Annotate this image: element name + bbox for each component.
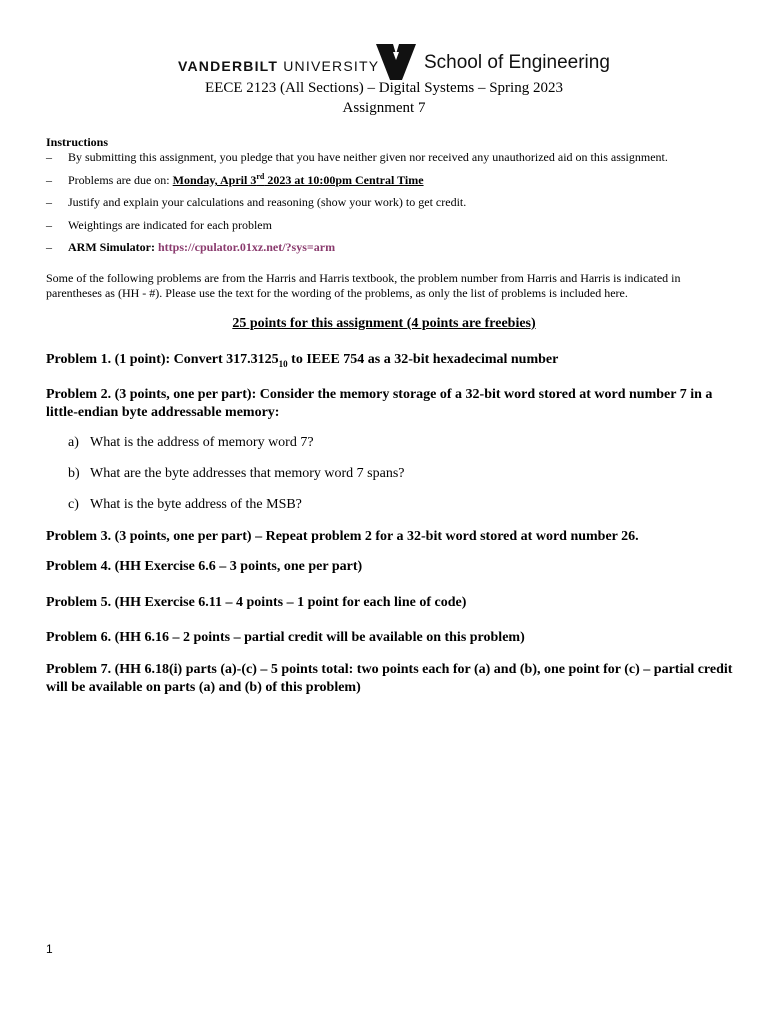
problem-6: Problem 6. (HH 6.16 – 2 points – partial credit will be available on this problem) xyxy=(46,630,525,645)
problem-5: Problem 5. (HH Exercise 6.11 – 4 points – 1 point for each line of code) xyxy=(46,595,467,610)
instruction-text: Justify and explain your calculations and reasoning (show your work) to get credit. xyxy=(68,195,467,209)
due-date: Monday, April 3rd 2023 at 10:00pm Central Time xyxy=(172,172,424,187)
simulator-link[interactable]: https://cpulator.01xz.net/?sys=arm xyxy=(158,240,336,254)
assignment-title: Assignment 7 xyxy=(342,100,426,116)
instruction-text: Problems are due on: xyxy=(68,173,173,187)
problem-1: Problem 1. (1 point): Convert $317.3125_{10}$ to IEEE 754 as a 32-bit hexadecimal number xyxy=(46,352,559,369)
page-number: 1 xyxy=(46,942,53,956)
course-title: EECE 2123 (All Sections) – Digital Systems – Spring 2023 xyxy=(205,80,563,96)
instructions-heading: Instructions xyxy=(46,135,109,149)
instruction-text: Weightings are indicated for each problem xyxy=(68,218,272,232)
university-logo xyxy=(0,44,768,80)
problem-2: Problem 2. (3 points, one per part): Consider the memory storage of a 32-bit word stored at word number 7 in a little-endian byte addressable memory: xyxy=(46,387,713,420)
points-heading: 25 points for this assignment (4 points are freebies) xyxy=(232,316,536,331)
simulator-label: ARM Simulator: xyxy=(68,240,158,254)
bullet-dash: – xyxy=(46,218,52,232)
problem-7: Problem 7. (HH 6.18(i) parts (a)-(c) – 5 points total: two points each for (a) and (b), one point for (c) – partial credit will be available on parts (a) and (b) of this problem) xyxy=(46,662,733,695)
bullet-dash: – xyxy=(46,195,52,209)
vanderbilt-wordmark xyxy=(178,58,379,74)
instruction-text: By submitting this assignment, you pledge that you have neither given nor received any unauthorized aid on this assignment. xyxy=(68,150,668,164)
vanderbilt-bold-text: VANDERBILT xyxy=(178,58,279,74)
bullet-dash: – xyxy=(46,240,52,254)
instruction-item-due xyxy=(46,172,424,188)
vanderbilt-v-icon xyxy=(376,44,416,80)
problem-2-part-b: b) What are the byte addresses that memory word 7 spans? xyxy=(68,466,405,481)
problem-2-part-c: c) What is the byte address of the MSB? xyxy=(68,497,302,512)
problem-3: Problem 3. (3 points, one per part) – Repeat problem 2 for a 32-bit word stored at word number 26. xyxy=(46,529,639,544)
instruction-item-pledge xyxy=(46,150,668,165)
school-of-engineering-text: School of Engineering xyxy=(424,52,610,73)
instruction-item-justify xyxy=(46,195,466,210)
harris-note: Some of the following problems are from the Harris and Harris textbook, the problem number from Harris and Harris is indicated in parentheses as (HH - #). Please use the text for the wording of the problems, as only the list of problems is included here. xyxy=(46,271,681,300)
problem-2-part-a: a) What is the address of memory word 7? xyxy=(68,435,314,450)
problem-4: Problem 4. (HH Exercise 6.6 – 3 points, one per part) xyxy=(46,559,363,574)
university-text: UNIVERSITY xyxy=(283,58,380,74)
bullet-dash: – xyxy=(46,150,52,164)
instruction-item-simulator xyxy=(46,240,335,255)
instruction-item-weightings xyxy=(46,218,272,233)
bullet-dash: – xyxy=(46,173,52,187)
